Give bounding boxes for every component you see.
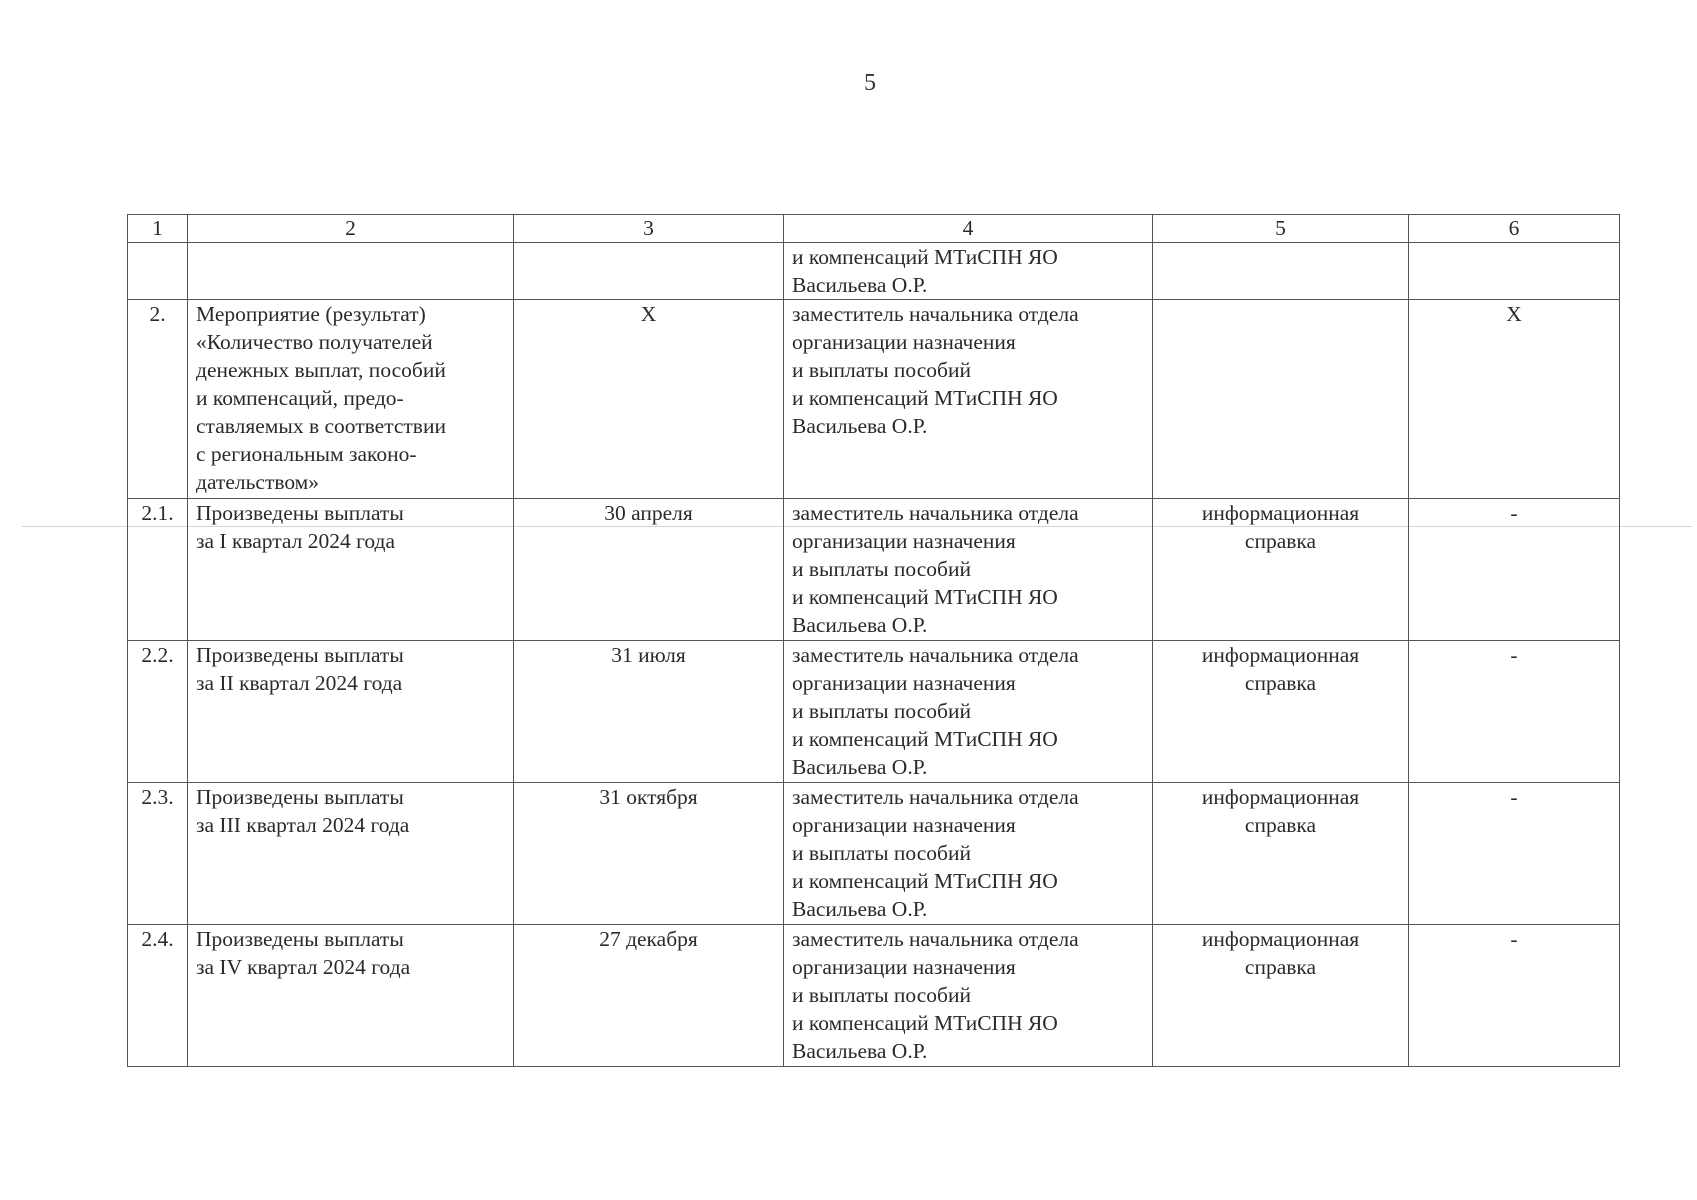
document-type-cell xyxy=(1153,300,1409,499)
activities-table xyxy=(127,214,1620,1067)
column-6-cell: - xyxy=(1409,783,1620,925)
column-6-cell: - xyxy=(1409,641,1620,783)
deadline-cell xyxy=(514,243,784,300)
responsible-cell: заместитель начальника отдела организации назначения и выплаты пособий и компенсаций МТиСПН ЯО Васильева О.Р. xyxy=(784,925,1153,1067)
row-number-cell xyxy=(128,243,188,300)
row-number-cell: 2.1. xyxy=(128,499,188,641)
deadline-cell: 30 апреля xyxy=(514,499,784,641)
deadline-cell: 31 июля xyxy=(514,641,784,783)
table-row-2-3 xyxy=(128,783,1620,925)
document-type-cell: информационная справка xyxy=(1153,641,1409,783)
responsible-cell: заместитель начальника отдела организации назначения и выплаты пособий и компенсаций МТиСПН ЯО Васильева О.Р. xyxy=(784,783,1153,925)
column-header: 3 xyxy=(514,215,784,243)
document-type-cell xyxy=(1153,243,1409,300)
column-header: 4 xyxy=(784,215,1153,243)
document-type-cell: информационная справка xyxy=(1153,499,1409,641)
table-row-2-1 xyxy=(128,499,1620,641)
activity-name-cell xyxy=(188,243,514,300)
column-header: 1 xyxy=(128,215,188,243)
table-row-continuation xyxy=(128,243,1620,300)
column-header: 5 xyxy=(1153,215,1409,243)
document-type-cell: информационная справка xyxy=(1153,925,1409,1067)
column-6-cell: Х xyxy=(1409,300,1620,499)
deadline-cell: Х xyxy=(514,300,784,499)
table-row-activity-2 xyxy=(128,300,1620,499)
activity-name-cell: Мероприятие (результат) «Количество получателей денежных выплат, пособий и компенсаций, предо- ставляемых в соответствии с региональным законо- дательством» xyxy=(188,300,514,499)
responsible-cell: и компенсаций МТиСПН ЯО Васильева О.Р. xyxy=(784,243,1153,300)
row-number-cell: 2.4. xyxy=(128,925,188,1067)
column-header: 2 xyxy=(188,215,514,243)
activity-name-cell: Произведены выплаты за IV квартал 2024 года xyxy=(188,925,514,1067)
responsible-cell: заместитель начальника отдела организации назначения и выплаты пособий и компенсаций МТиСПН ЯО Васильева О.Р. xyxy=(784,300,1153,499)
row-number-cell: 2.3. xyxy=(128,783,188,925)
column-6-cell xyxy=(1409,243,1620,300)
page-number: 5 xyxy=(864,70,876,96)
activity-name-cell: Произведены выплаты за I квартал 2024 года xyxy=(188,499,514,641)
column-header: 6 xyxy=(1409,215,1620,243)
activity-name-cell: Произведены выплаты за III квартал 2024 года xyxy=(188,783,514,925)
responsible-cell: заместитель начальника отдела организации назначения и выплаты пособий и компенсаций МТиСПН ЯО Васильева О.Р. xyxy=(784,499,1153,641)
table-row-2-2 xyxy=(128,641,1620,783)
responsible-cell: заместитель начальника отдела организации назначения и выплаты пособий и компенсаций МТиСПН ЯО Васильева О.Р. xyxy=(784,641,1153,783)
activity-name-cell: Произведены выплаты за II квартал 2024 года xyxy=(188,641,514,783)
row-number-cell: 2. xyxy=(128,300,188,499)
deadline-cell: 27 декабря xyxy=(514,925,784,1067)
document-type-cell: информационная справка xyxy=(1153,783,1409,925)
row-number-cell: 2.2. xyxy=(128,641,188,783)
table-row-2-4 xyxy=(128,925,1620,1067)
deadline-cell: 31 октября xyxy=(514,783,784,925)
column-number-header-row xyxy=(128,215,1620,243)
column-6-cell: - xyxy=(1409,925,1620,1067)
column-6-cell: - xyxy=(1409,499,1620,641)
